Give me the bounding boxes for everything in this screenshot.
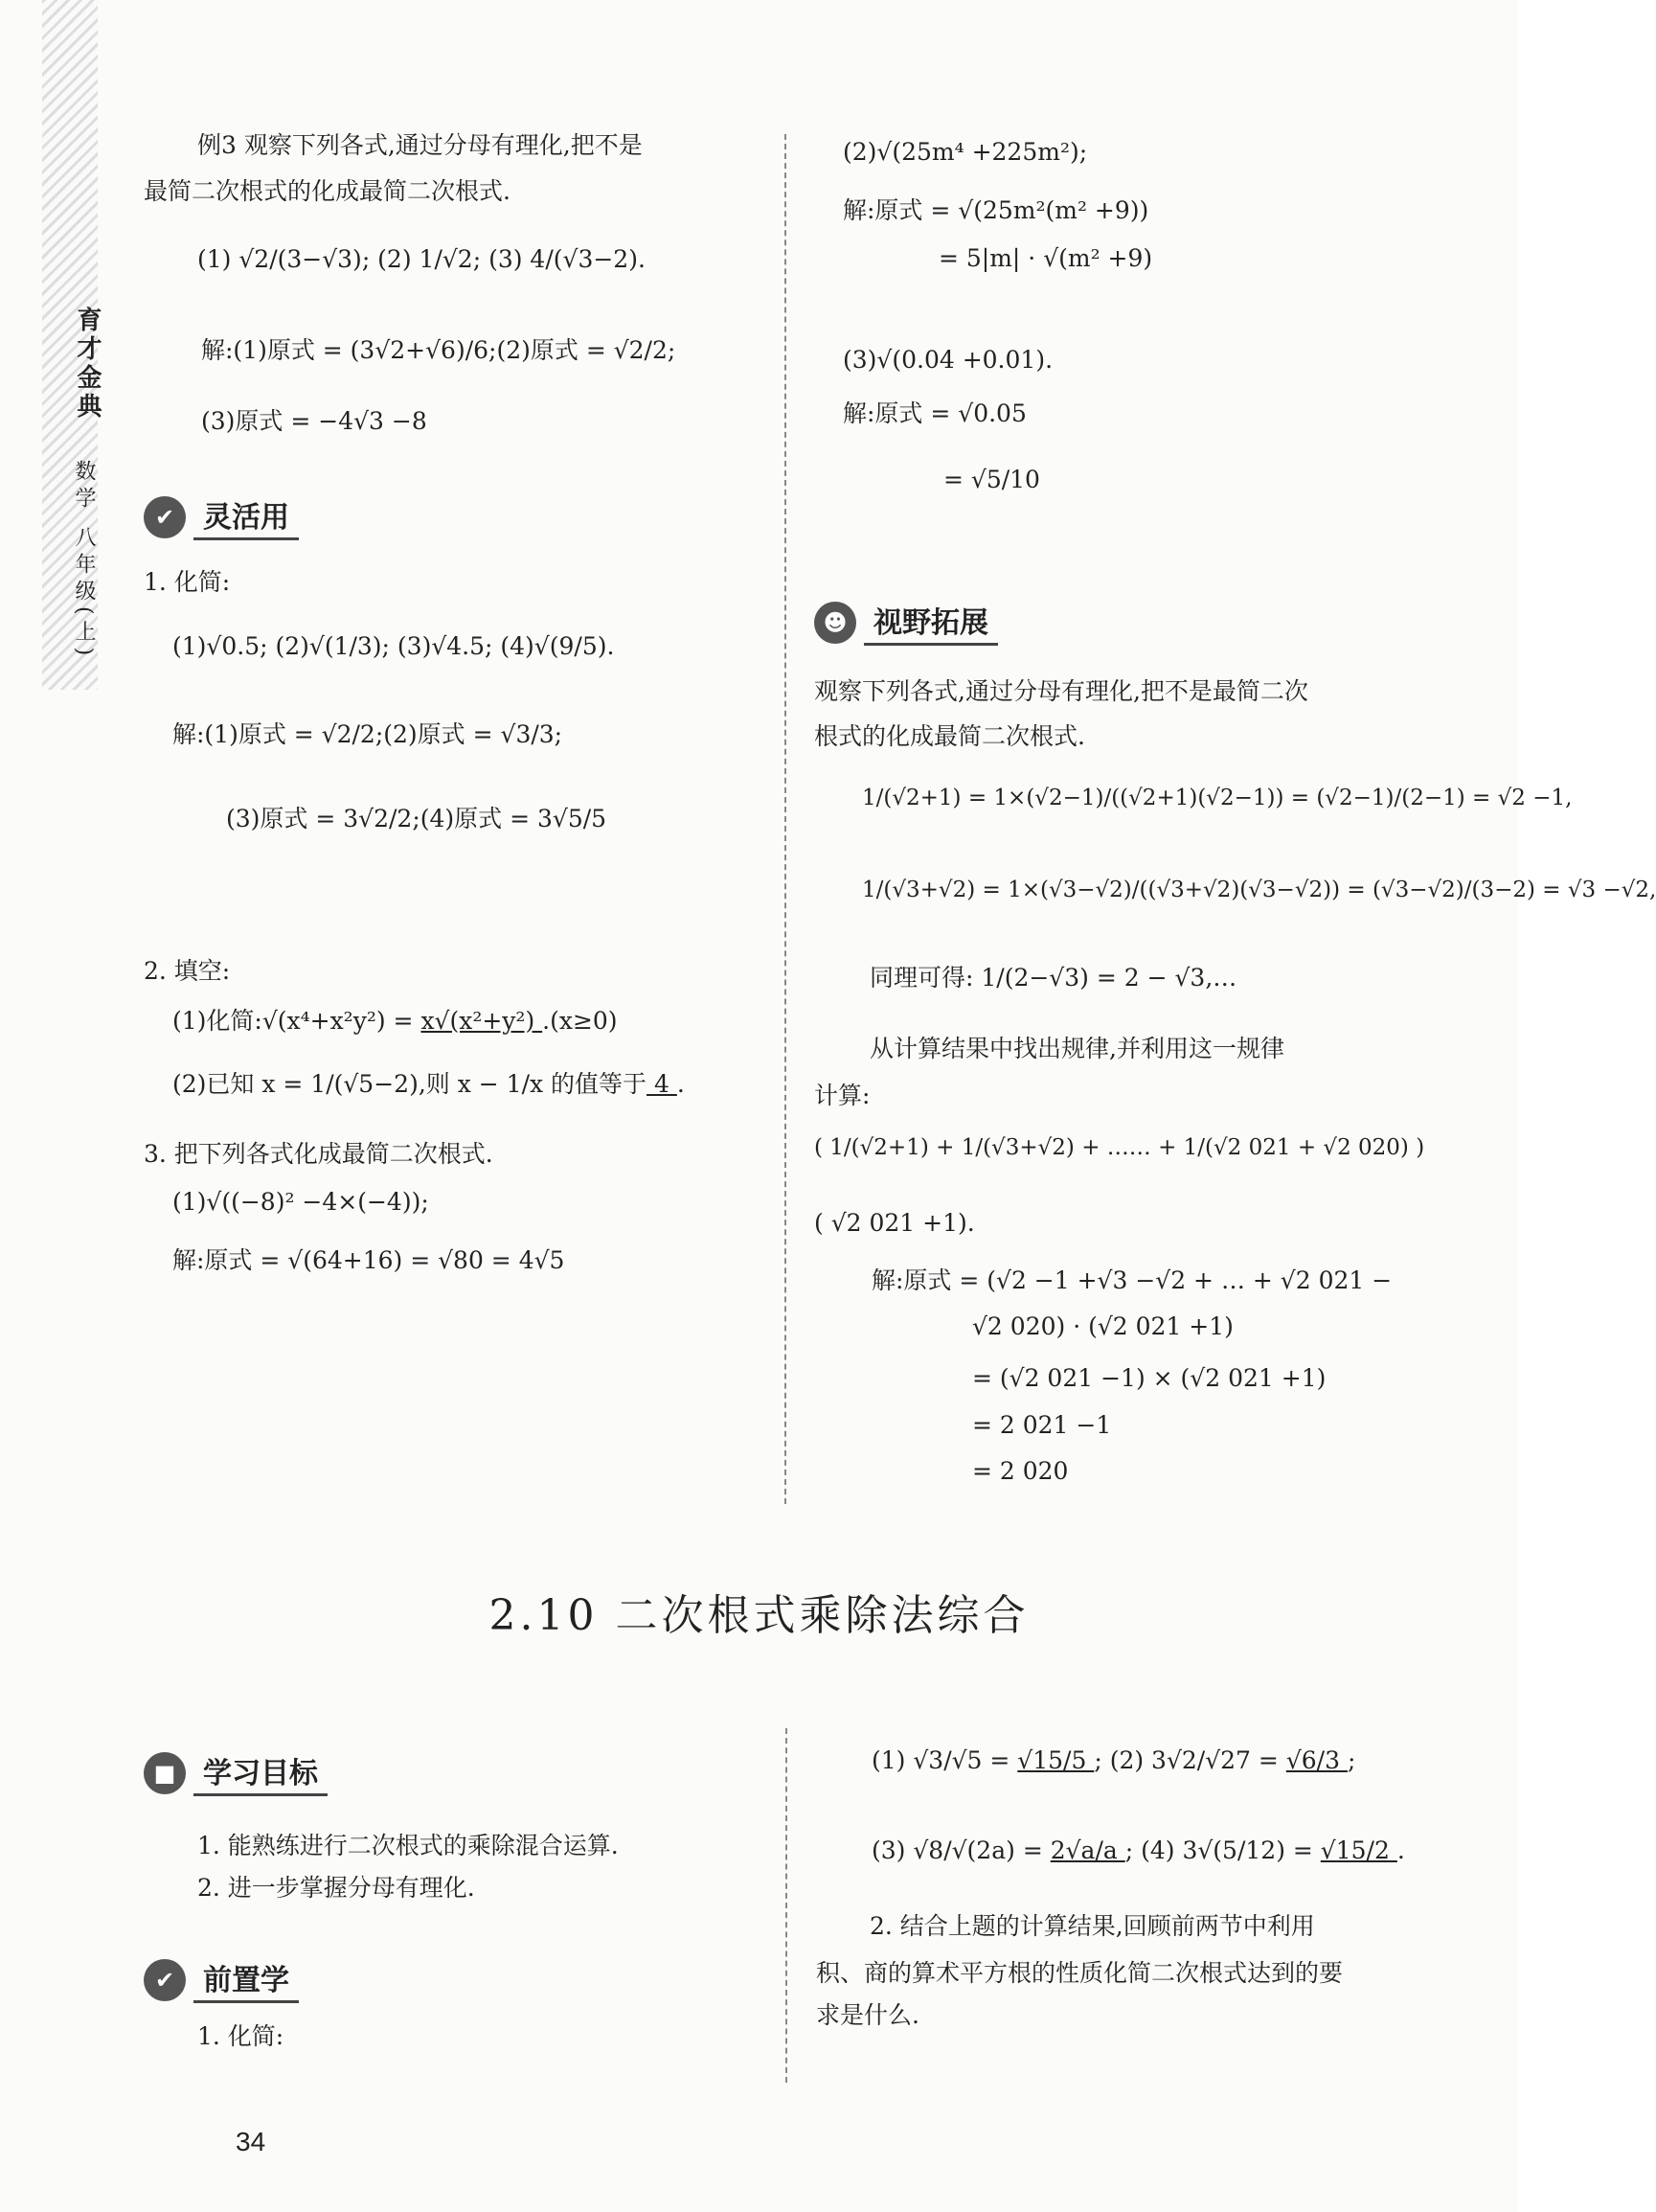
example3-items: (1) √2/(3−√3); (2) 1/√2; (3) 4/(√3−2). [197,245,646,273]
extension-solution4: = 2 021 −1 [972,1411,1112,1439]
q3-label: 3. 把下列各式化成最简二次根式. [144,1140,493,1168]
expression-line1: ( 1/(√2+1) + 1/(√3+√2) + …… + 1/(√2 021 + √2 020) ) [814,1135,1425,1160]
grade: 八年级(上) [72,526,96,662]
column-divider-bottom [785,1728,787,2083]
q3-part2-solution1: 解:原式 = √(25m²(m² +9)) [843,196,1149,224]
q2-line2: 积、商的算术平方根的性质化简二次根式达到的要 [816,1959,1344,1987]
q2-line3: 求是什么. [816,2001,919,2029]
flex-use-header: ✔ 灵活用 [144,493,299,540]
expression-line2: ( √2 021 +1). [814,1209,975,1237]
equation2: 1/(√3+√2) = 1×(√3−√2)/((√3+√2)(√3−√2)) = (√3−√2)/(3−2) = √3 −√2, [862,878,1656,902]
extension-solution3: = (√2 021 −1) × (√2 021 +1) [972,1364,1327,1392]
subject-grade-label [69,460,99,661]
q1-items: (1)√0.5; (2)√(1/3); (3)√4.5; (4)√(9/5). [172,632,615,660]
answer-blank: √15/2 [1320,1836,1397,1864]
simplify-row1: (1) √3/√5 = √15/5 ; (2) 3√2/√27 = √6/3 ; [872,1746,1356,1774]
q3-part2: (2)√(25m⁴ +225m²); [843,138,1088,166]
task-text1: 从计算结果中找出规律,并利用这一规律 [870,1035,1284,1062]
extension-solution1: 解:原式 = (√2 −1 +√3 −√2 + … + √2 021 − [872,1266,1393,1294]
preview-header: ✔ 前置学 [144,1956,299,2003]
extension-solution2: √2 020) · (√2 021 +1) [972,1312,1234,1340]
column-divider [784,134,786,1504]
q1-label: 1. 化简: [144,568,231,596]
simplify-row2: (3) √8/√(2a) = 2√a/a ; (4) 3√(5/12) = √15/2 . [872,1836,1405,1864]
q2-line1: 2. 结合上题的计算结果,回顾前两节中利用 [870,1912,1315,1940]
extension-header: ☻ 视野拓展 [814,599,998,646]
q3-part1-solution: 解:原式 = √(64+16) = √80 = 4√5 [172,1246,565,1274]
equation3: 同理可得: 1/(2−√3) = 2 − √3,… [870,964,1237,992]
extension-solution5: = 2 020 [972,1457,1069,1485]
goal2: 2. 进一步掌握分母有理化. [197,1874,475,1902]
answer-blank: 4 [647,1070,677,1098]
answer-blank: √6/3 [1285,1746,1348,1774]
example3-solution1: 解:(1)原式 = (3√2+√6)/6;(2)原式 = √2/2; [201,336,676,364]
page-number: 34 [236,2127,266,2156]
q3-part2-solution2: = 5|m| · √(m² +9) [939,244,1153,272]
explorer-icon: ☻ [814,602,856,644]
brand-label: 育才金典 [73,307,102,422]
learning-goals-header: ■ 学习目标 [144,1749,328,1796]
equation1: 1/(√2+1) = 1×(√2−1)/((√2+1)(√2−1)) = (√2−1)/(2−1) = √2 −1, [862,786,1573,810]
q1-solution1: 解:(1)原式 = √2/2;(2)原式 = √3/3; [172,720,563,748]
q2-label: 2. 填空: [144,957,231,985]
checkmark-icon: ✔ [144,1959,186,2001]
answer-blank: 2√a/a [1050,1836,1125,1864]
section-title: 2.10 二次根式乘除法综合 [488,1591,1030,1640]
example3-line1: 例3 观察下列各式,通过分母有理化,把不是 [197,131,643,159]
answer-blank: √15/5 [1017,1746,1095,1774]
q3-part1: (1)√((−8)² −4×(−4)); [172,1188,429,1216]
q3-part3-solution2: = √5/10 [943,466,1040,493]
goal1: 1. 能熟练进行二次根式的乘除混合运算. [197,1832,619,1859]
cube-icon: ■ [144,1752,186,1794]
example3-solution2: (3)原式 = −4√3 −8 [201,407,427,435]
example3-line2: 最简二次根式的化成最简二次根式. [144,177,510,205]
checkmark-icon: ✔ [144,496,186,538]
q2-part1: (1)化简:√(x⁴+x²y²) = x√(x²+y²) .(x≥0) [172,1007,618,1035]
extension-text2: 根式的化成最简二次根式. [814,722,1085,750]
q1-solution2: (3)原式 = 3√2/2;(4)原式 = 3√5/5 [226,805,607,832]
q3-part3: (3)√(0.04 +0.01). [843,346,1054,374]
q2-part2: (2)已知 x = 1/(√5−2),则 x − 1/x 的值等于 4 . [172,1070,685,1098]
q3-part3-solution1: 解:原式 = √0.05 [843,399,1027,427]
extension-text1: 观察下列各式,通过分母有理化,把不是最简二次 [814,677,1308,705]
task-text2: 计算: [814,1082,871,1109]
subject: 数学 [72,460,96,513]
answer-blank: x√(x²+y²) [420,1007,543,1035]
preview-q1: 1. 化简: [197,2022,284,2050]
